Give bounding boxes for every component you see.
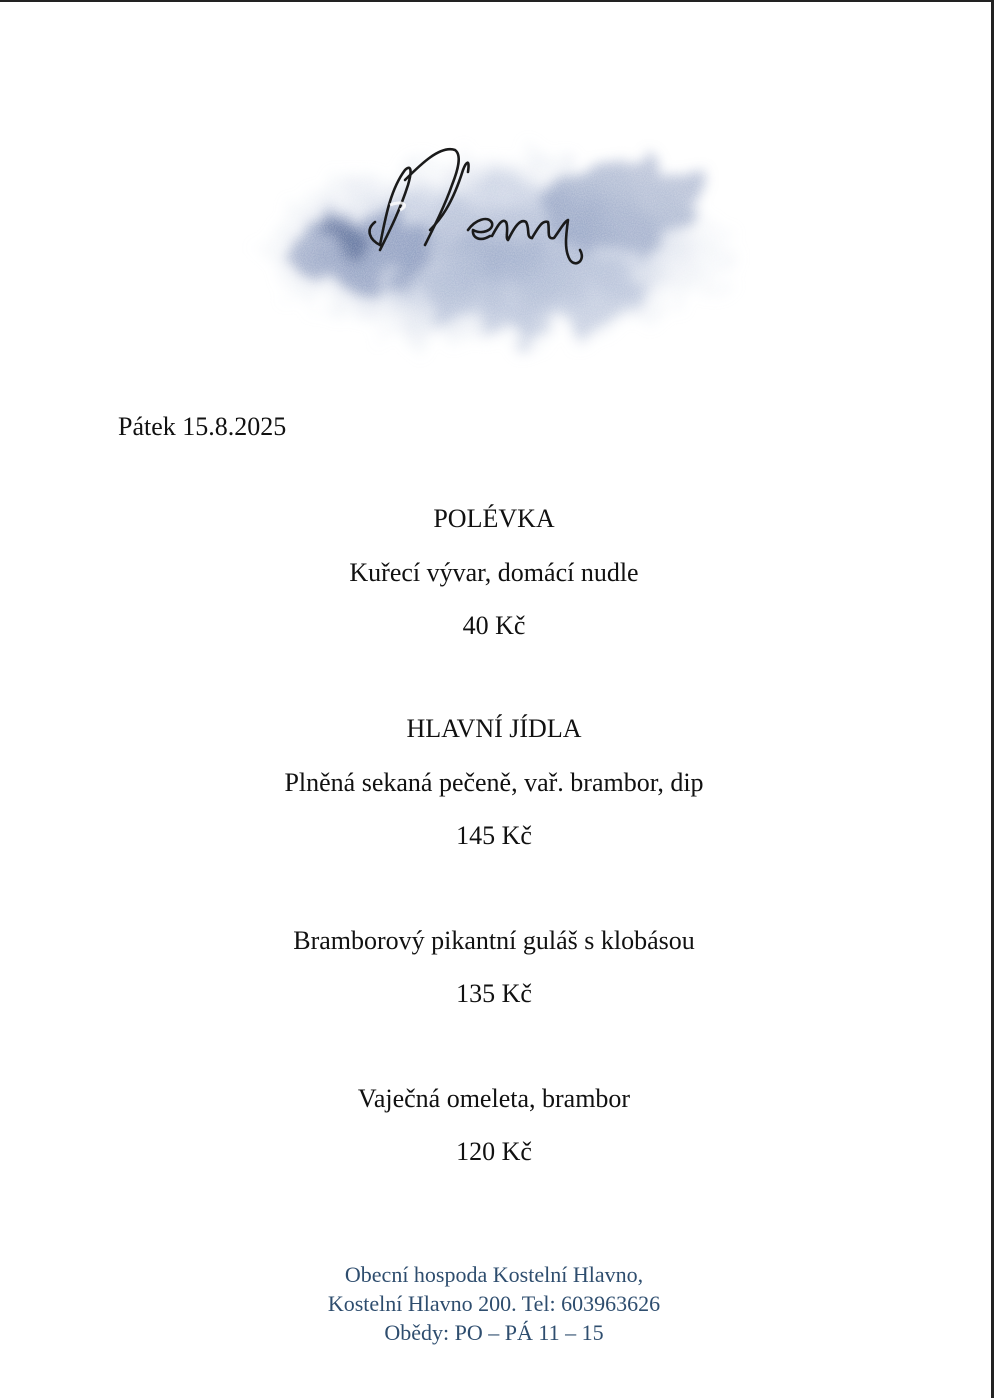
menu-item-name: Vaječná omeleta, brambor (357, 1084, 631, 1113)
menu-item-name: Kuřecí vývar, domácí nudle (349, 558, 639, 587)
restaurant-footer (0, 1260, 988, 1347)
footer-opening-hours: Obědy: PO – PÁ 11 – 15 (384, 1320, 604, 1345)
section-heading-mains: HLAVNÍ JÍDLA (406, 714, 582, 743)
footer-address-phone: Kostelní Hlavno 200. Tel: 603963626 (327, 1291, 661, 1316)
section-heading-soup: POLÉVKA (433, 504, 555, 533)
menu-item-price: 145 Kč (456, 821, 532, 850)
menu-item-price: 40 Kč (462, 611, 526, 640)
menu-item-price: 135 Kč (456, 979, 532, 1008)
menu-item-name: Plněná sekaná pečeně, vař. brambor, dip (284, 768, 704, 797)
menu-item-name: Bramborový pikantní guláš s klobásou (293, 926, 695, 955)
menu-logo (230, 110, 760, 390)
menu-item-price: 120 Kč (456, 1137, 532, 1166)
footer-restaurant-name: Obecní hospoda Kostelní Hlavno, (344, 1262, 644, 1287)
menu-date: Pátek 15.8.2025 (118, 412, 287, 441)
